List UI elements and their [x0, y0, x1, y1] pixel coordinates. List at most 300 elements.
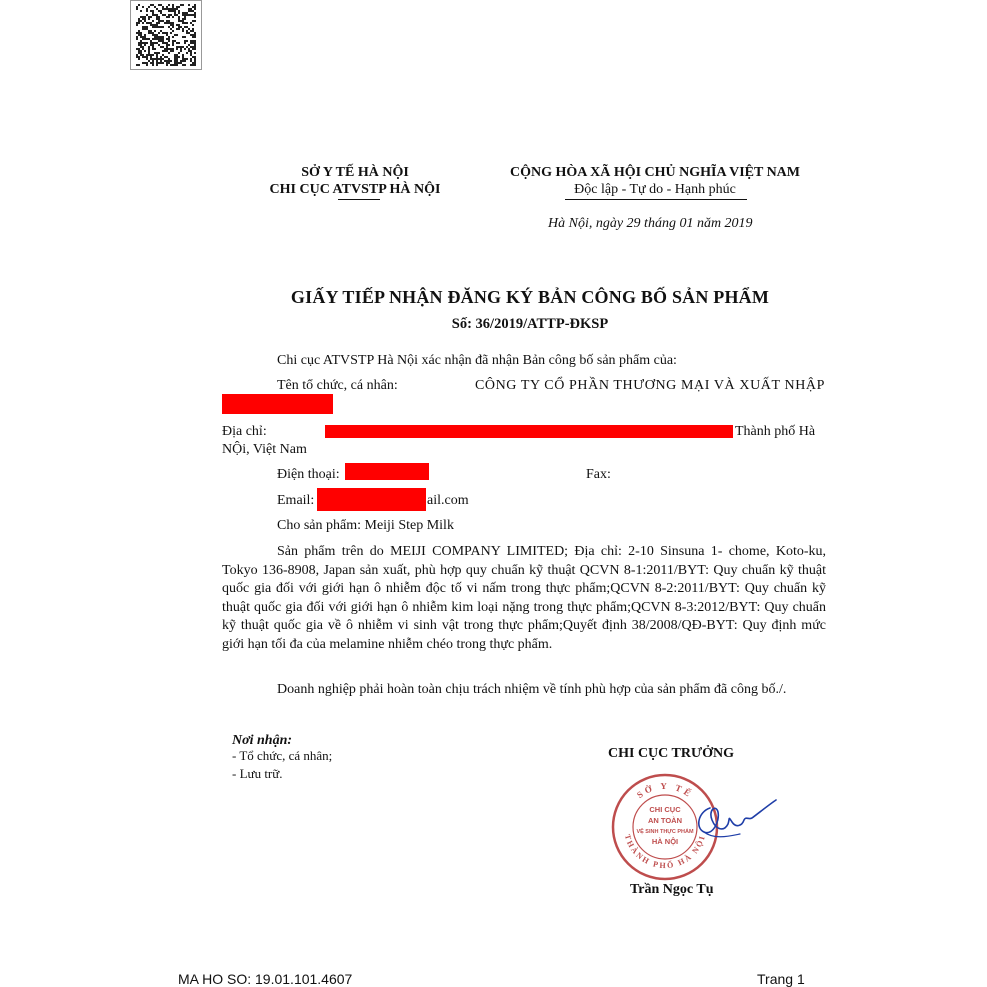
qr-module: [138, 32, 140, 34]
qr-module: [160, 30, 162, 32]
qr-module: [190, 34, 192, 36]
qr-module: [172, 40, 174, 42]
qr-module: [138, 18, 140, 20]
qr-module: [148, 52, 150, 54]
qr-module: [150, 54, 152, 56]
qr-module: [186, 30, 188, 32]
qr-module: [192, 20, 194, 22]
qr-module: [138, 22, 140, 24]
qr-module: [192, 36, 194, 38]
qr-module: [184, 14, 186, 16]
qr-module: [172, 24, 174, 26]
qr-module: [156, 18, 158, 20]
qr-module: [170, 22, 172, 24]
qr-module: [156, 38, 158, 40]
qr-module: [144, 56, 146, 58]
responsibility-paragraph: Doanh nghiệp phải hoàn toàn chịu trách nhiệm về tính phù hợp của sản phẩm đã công bố./.: [277, 682, 787, 697]
qr-module: [154, 52, 156, 54]
qr-module: [192, 46, 194, 48]
qr-module: [194, 44, 196, 46]
qr-module: [160, 10, 162, 12]
qr-module: [140, 40, 142, 42]
qr-module: [176, 14, 178, 16]
qr-module: [178, 6, 180, 8]
qr-module: [184, 22, 186, 24]
qr-module: [160, 26, 162, 28]
date-line: Hà Nội, ngày 29 tháng 01 năm 2019: [548, 216, 753, 231]
qr-module: [148, 60, 150, 62]
qr-module: [150, 40, 152, 42]
qr-module: [138, 48, 140, 50]
qr-module: [172, 36, 174, 38]
agency-name: CHI CỤC ATVSTP HÀ NỘI: [269, 182, 441, 197]
qr-module: [156, 58, 158, 60]
qr-module: [156, 8, 158, 10]
qr-module: [166, 8, 168, 10]
qr-module: [170, 48, 172, 50]
qr-module: [184, 48, 186, 50]
qr-module: [158, 52, 160, 54]
qr-module: [194, 20, 196, 22]
qr-module: [156, 56, 158, 58]
document-number: Số: 36/2019/ATTP-ĐKSP: [451, 316, 609, 332]
recipients-heading: Nơi nhận:: [232, 733, 293, 748]
qr-module: [190, 22, 192, 24]
qr-module: [156, 16, 158, 18]
qr-module: [142, 26, 144, 28]
qr-module: [152, 64, 154, 66]
qr-module: [170, 14, 172, 16]
qr-module: [158, 10, 160, 12]
qr-module: [168, 16, 170, 18]
qr-module: [190, 60, 192, 62]
qr-module: [162, 54, 164, 56]
qr-module: [164, 50, 166, 52]
qr-module: [142, 6, 144, 8]
qr-module: [176, 42, 178, 44]
qr-module: [176, 34, 178, 36]
qr-module: [160, 36, 162, 38]
qr-module: [160, 40, 162, 42]
qr-module: [192, 64, 194, 66]
qr-module: [166, 32, 168, 34]
qr-module: [178, 10, 180, 12]
qr-module: [166, 50, 168, 52]
qr-module: [162, 42, 164, 44]
qr-module: [166, 60, 168, 62]
qr-module: [166, 62, 168, 64]
qr-module: [168, 44, 170, 46]
qr-module: [160, 58, 162, 60]
qr-module: [186, 12, 188, 14]
qr-module: [152, 4, 154, 6]
qr-module: [156, 54, 158, 56]
qr-module: [178, 12, 180, 14]
qr-module: [160, 4, 162, 6]
qr-module: [156, 64, 158, 66]
redaction-phone: [345, 463, 429, 480]
product-paragraph: [222, 543, 826, 655]
qr-module: [138, 42, 140, 44]
qr-module: [160, 38, 162, 40]
qr-module: [158, 4, 160, 6]
qr-module: [184, 12, 186, 14]
qr-module: [182, 36, 184, 38]
qr-module: [162, 14, 164, 16]
qr-module: [142, 18, 144, 20]
qr-module: [174, 64, 176, 66]
product-line: Cho sản phẩm: Meiji Step Milk: [277, 518, 454, 533]
qr-module: [178, 42, 180, 44]
qr-module: [136, 6, 138, 8]
qr-module: [168, 58, 170, 60]
qr-module: [162, 58, 164, 60]
qr-module: [140, 46, 142, 48]
qr-module: [152, 24, 154, 26]
qr-module: [184, 64, 186, 66]
qr-module: [168, 22, 170, 24]
qr-module: [154, 6, 156, 8]
qr-module: [166, 34, 168, 36]
qr-module: [158, 58, 160, 60]
qr-module: [186, 58, 188, 60]
qr-module: [176, 62, 178, 64]
qr-module: [182, 28, 184, 30]
qr-module: [190, 14, 192, 16]
qr-module: [144, 38, 146, 40]
org-label: Tên tổ chức, cá nhân:: [277, 378, 398, 393]
qr-module: [182, 60, 184, 62]
qr-module: [194, 62, 196, 64]
qr-module: [172, 30, 174, 32]
qr-module: [192, 48, 194, 50]
qr-module: [188, 28, 190, 30]
qr-module: [150, 44, 152, 46]
qr-module: [144, 42, 146, 44]
qr-module: [158, 62, 160, 64]
qr-module: [170, 28, 172, 30]
qr-module: [176, 54, 178, 56]
org-row: [277, 378, 825, 394]
qr-module: [142, 36, 144, 38]
qr-module: [154, 48, 156, 50]
qr-module: [140, 10, 142, 12]
qr-module: [180, 46, 182, 48]
qr-module: [178, 46, 180, 48]
qr-module: [140, 16, 142, 18]
qr-module: [158, 26, 160, 28]
national-title: CỘNG HÒA XÃ HỘI CHỦ NGHĨA VIỆT NAM: [509, 165, 800, 180]
signer-title: CHI CỤC TRƯỞNG: [608, 746, 735, 761]
qr-module: [194, 8, 196, 10]
qr-module: [186, 14, 188, 16]
qr-module: [174, 14, 176, 16]
qr-module: [182, 64, 184, 66]
qr-module: [152, 62, 154, 64]
qr-module: [194, 14, 196, 16]
qr-module: [166, 22, 168, 24]
qr-module: [158, 16, 160, 18]
qr-module: [190, 64, 192, 66]
qr-module: [170, 24, 172, 26]
qr-module: [162, 8, 164, 10]
qr-module: [140, 20, 142, 22]
qr-module: [170, 10, 172, 12]
qr-module: [142, 16, 144, 18]
qr-module: [168, 40, 170, 42]
qr-module: [188, 14, 190, 16]
qr-module: [162, 32, 164, 34]
qr-module: [142, 46, 144, 48]
qr-module: [140, 50, 142, 52]
qr-module: [160, 12, 162, 14]
qr-module: [154, 38, 156, 40]
qr-module: [142, 42, 144, 44]
qr-module: [136, 56, 138, 58]
qr-module: [140, 44, 142, 46]
qr-module: [188, 32, 190, 34]
qr-module: [136, 38, 138, 40]
qr-module: [136, 36, 138, 38]
qr-module: [152, 48, 154, 50]
qr-module: [184, 36, 186, 38]
qr-module: [184, 60, 186, 62]
qr-module: [178, 26, 180, 28]
qr-module: [166, 20, 168, 22]
qr-module: [170, 60, 172, 62]
qr-module: [168, 14, 170, 16]
qr-module: [162, 50, 164, 52]
qr-module: [138, 34, 140, 36]
qr-module: [146, 22, 148, 24]
qr-module: [152, 38, 154, 40]
qr-module: [164, 48, 166, 50]
qr-module: [176, 60, 178, 62]
qr-module: [190, 50, 192, 52]
qr-module: [152, 26, 154, 28]
qr-module: [178, 16, 180, 18]
qr-module: [140, 36, 142, 38]
qr-module: [148, 50, 150, 52]
qr-module: [158, 20, 160, 22]
recipient-item: - Lưu trữ.: [232, 766, 283, 781]
qr-module: [146, 14, 148, 16]
qr-module: [136, 8, 138, 10]
qr-module: [182, 18, 184, 20]
qr-module: [152, 10, 154, 12]
qr-module: [172, 48, 174, 50]
qr-module: [194, 36, 196, 38]
qr-module: [176, 58, 178, 60]
qr-module: [158, 38, 160, 40]
qr-module: [172, 50, 174, 52]
record-number: MA HO SO: 19.01.101.4607: [178, 971, 353, 987]
qr-module: [194, 52, 196, 54]
qr-module: [164, 14, 166, 16]
qr-module: [178, 20, 180, 22]
qr-module: [168, 60, 170, 62]
qr-module: [168, 10, 170, 12]
qr-module: [192, 24, 194, 26]
qr-module: [142, 56, 144, 58]
qr-module: [172, 26, 174, 28]
qr-module: [162, 20, 164, 22]
qr-module: [140, 54, 142, 56]
qr-module: [194, 64, 196, 66]
qr-module: [192, 34, 194, 36]
qr-module: [176, 46, 178, 48]
qr-module: [188, 10, 190, 12]
qr-module: [188, 8, 190, 10]
qr-module: [172, 22, 174, 24]
qr-module: [184, 16, 186, 18]
qr-module: [182, 56, 184, 58]
qr-module: [144, 18, 146, 20]
qr-module: [138, 4, 140, 6]
stamp-line2: AN TOÀN: [647, 816, 683, 825]
qr-module: [186, 46, 188, 48]
qr-module: [174, 8, 176, 10]
qr-module: [154, 34, 156, 36]
qr-module: [172, 6, 174, 8]
qr-module: [142, 28, 144, 30]
qr-module: [146, 28, 148, 30]
handwritten-signature: [690, 790, 780, 845]
qr-module: [148, 54, 150, 56]
qr-module: [172, 64, 174, 66]
qr-module: [192, 40, 194, 42]
qr-module: [194, 34, 196, 36]
product-paragraph-lead: Sản phẩm trên do: [277, 544, 384, 559]
qr-module: [182, 12, 184, 14]
qr-module: [178, 62, 180, 64]
qr-module: [194, 16, 196, 18]
qr-module: [178, 28, 180, 30]
qr-module: [140, 42, 142, 44]
qr-module: [142, 62, 144, 64]
qr-module: [190, 52, 192, 54]
address-end: Thành phố Hà: [735, 424, 816, 439]
qr-module: [192, 10, 194, 12]
qr-module: [186, 26, 188, 28]
qr-module: [150, 58, 152, 60]
qr-module: [176, 56, 178, 58]
qr-module: [138, 56, 140, 58]
qr-module: [176, 48, 178, 50]
qr-module: [154, 30, 156, 32]
qr-module: [156, 34, 158, 36]
qr-module: [180, 20, 182, 22]
qr-module: [168, 52, 170, 54]
qr-module: [190, 8, 192, 10]
qr-module: [148, 38, 150, 40]
qr-module: [146, 64, 148, 66]
qr-module: [174, 40, 176, 42]
qr-module: [140, 32, 142, 34]
qr-module: [172, 8, 174, 10]
qr-module: [156, 26, 158, 28]
email-label: Email:: [277, 493, 315, 508]
redaction-org: [222, 394, 333, 414]
qr-module: [174, 60, 176, 62]
qr-module: [188, 48, 190, 50]
qr-module: [168, 38, 170, 40]
qr-module: [172, 16, 174, 18]
qr-module: [150, 16, 152, 18]
qr-module: [194, 58, 196, 60]
qr-module: [190, 30, 192, 32]
redaction-email: [317, 488, 426, 511]
qr-module: [178, 52, 180, 54]
qr-module: [162, 6, 164, 8]
signer-name: Trần Ngọc Tụ: [630, 882, 714, 897]
qr-module: [182, 20, 184, 22]
qr-module: [174, 56, 176, 58]
qr-module: [138, 50, 140, 52]
qr-module: [186, 22, 188, 24]
stamp-top-arc: SỞ Y TẾ: [634, 780, 696, 801]
qr-module: [182, 30, 184, 32]
qr-module: [160, 62, 162, 64]
qr-module: [158, 22, 160, 24]
qr-module: [136, 54, 138, 56]
recipient-item: - Tổ chức, cá nhân;: [232, 748, 333, 763]
qr-module: [146, 8, 148, 10]
qr-module: [194, 32, 196, 34]
qr-module: [192, 30, 194, 32]
qr-module: [158, 18, 160, 20]
qr-module: [154, 14, 156, 16]
qr-module: [142, 48, 144, 50]
qr-module: [156, 52, 158, 54]
qr-module: [172, 44, 174, 46]
qr-module: [146, 42, 148, 44]
qr-module: [136, 32, 138, 34]
qr-module: [192, 14, 194, 16]
qr-module: [150, 24, 152, 26]
qr-module: [184, 26, 186, 28]
qr-module: [164, 8, 166, 10]
qr-module: [144, 50, 146, 52]
agency-underline: [338, 199, 380, 200]
motto-underline: [565, 199, 747, 200]
qr-module: [156, 14, 158, 16]
qr-module: [166, 42, 168, 44]
qr-module: [172, 42, 174, 44]
qr-module: [194, 56, 196, 58]
qr-module: [188, 44, 190, 46]
stamp-line1: CHI CỤC: [649, 805, 681, 814]
qr-module: [174, 34, 176, 36]
qr-module: [148, 46, 150, 48]
qr-module: [144, 44, 146, 46]
qr-module: [164, 60, 166, 62]
qr-module: [164, 56, 166, 58]
qr-module: [146, 58, 148, 60]
qr-module: [166, 38, 168, 40]
qr-module: [166, 48, 168, 50]
qr-module: [178, 24, 180, 26]
qr-module: [150, 56, 152, 58]
qr-module: [136, 22, 138, 24]
qr-module: [184, 18, 186, 20]
qr-module: [182, 58, 184, 60]
qr-module: [142, 38, 144, 40]
qr-module: [152, 12, 154, 14]
document-title: GIẤY TIẾP NHẬN ĐĂNG KÝ BẢN CÔNG BỐ SẢN PHẨM: [290, 287, 770, 307]
qr-module: [186, 40, 188, 42]
qr-module: [168, 20, 170, 22]
